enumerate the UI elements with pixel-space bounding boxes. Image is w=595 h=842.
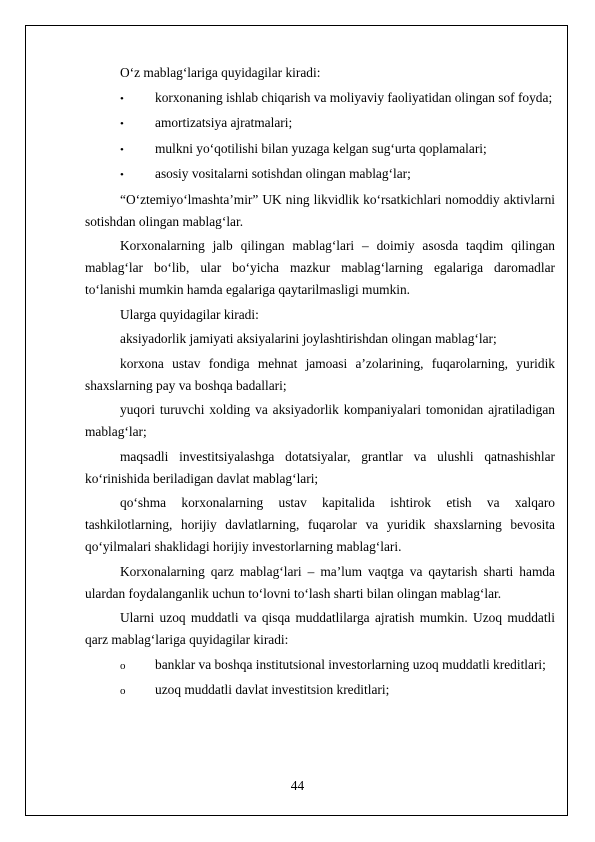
bullet-text: asosiy vositalarni sotishdan olingan mablag‘lar; — [155, 166, 411, 181]
paragraph: Korxonalarning jalb qilingan mablag‘lari – doimiy asosda taqdim qilingan mablag‘lar bo‘lib, ular bo‘yicha mazkur mablag‘larning egalariga daromadlar to‘lanishi mumkin hamda egalariga qaytarilmasligi mumkin. — [85, 238, 555, 297]
paragraph: yuqori turuvchi xolding va aksiyadorlik kompaniyalari tomonidan ajratiladigan mablag‘lar; — [85, 402, 555, 439]
bullet-item — [85, 654, 555, 677]
page-number: 44 — [290, 778, 305, 793]
paragraph: maqsadli investitsiyalashga dotatsiyalar, grantlar va ulushli qatnashishlar ko‘rinishida beriladigan davlat mablag‘lari; — [85, 448, 555, 486]
bullet-item — [85, 163, 555, 186]
paragraph: Ularga quyidagilar kiradi: — [120, 306, 259, 322]
page-content — [85, 62, 555, 705]
bullet-marker: • — [120, 118, 124, 130]
bullet-item — [85, 679, 555, 702]
bullet-text: banklar va boshqa institutsional investorlarning uzoq muddatli kreditlari; — [155, 656, 546, 672]
bullet-text: mulkni yo‘qotilishi bilan yuzaga kelgan sug‘urta qoplamalari; — [155, 140, 487, 156]
bullet-item — [85, 87, 555, 110]
bullet-text: amortizatsiya ajratmalari; — [155, 115, 293, 130]
bullet-marker: o — [120, 659, 126, 672]
paragraph: Korxonalarning qarz mablag‘lari – ma’lum vaqtga va qaytarish sharti hamda ulardan foydalanganlik uchun to‘lovni to‘lash sharti bilan olingan mablag‘lar. — [85, 563, 555, 601]
bullet-marker: • — [120, 143, 124, 156]
paragraph: korxona ustav fondiga mehnat jamoasi a’zolarining, fuqarolarning, yuridik shaxslarning pay va boshqa badallari; — [85, 355, 555, 393]
bullet-marker: • — [120, 92, 124, 105]
paragraph: qo‘shma korxonalarning ustav kapitalida ishtirok etish va xalqaro tashkilotlarning, horijiy davlatlarning, fuqarolar va yuridik shaxslarning bevosita qo‘yilmalari shaklidagi horijiy investorlarning mablag‘lari. — [85, 495, 555, 554]
bullet-marker: o — [120, 685, 126, 697]
bullet-item — [85, 138, 555, 161]
paragraph: aksiyadorlik jamiyati aksiyalarini joylashtirishdan olingan mablag‘lar; — [120, 331, 497, 346]
bullet-text: korxonaning ishlab chiqarish va moliyaviy faoliyatidan olingan sof foyda; — [155, 89, 553, 105]
paragraph: “O‘ztemiyo‘lmashta’mir” UK ning likvidlik ko‘rsatkichlari nomoddiy aktivlarni sotishdan olingan mablag‘lar. — [85, 191, 555, 229]
paragraph: O‘z mablag‘lariga quyidagilar kiradi: — [120, 65, 321, 80]
bullet-marker: • — [120, 169, 124, 181]
bullet-item — [85, 112, 555, 135]
bullet-text: uzoq muddatli davlat investitsion kreditlari; — [155, 682, 390, 697]
paragraph: Ularni uzoq muddatli va qisqa muddatlilarga ajratish mumkin. Uzoq muddatli qarz mablag‘lariga quyidagilar kiradi: — [85, 610, 555, 647]
